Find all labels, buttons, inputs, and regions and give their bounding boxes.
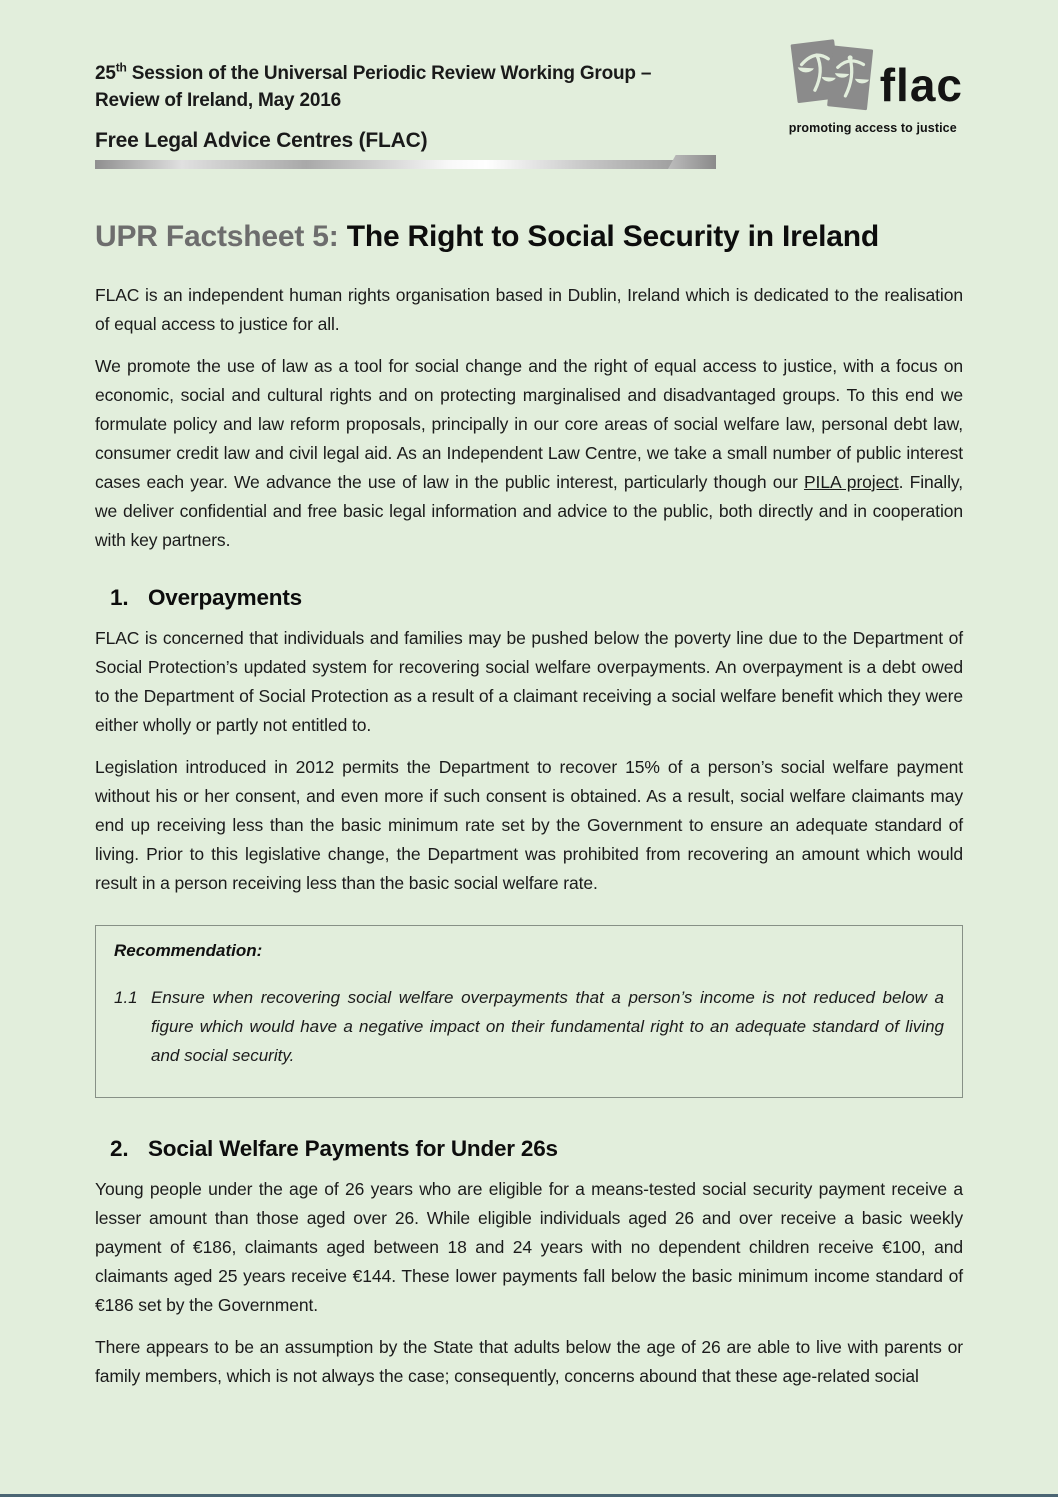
- section-2-paragraph-2: There appears to be an assumption by the State that adults below the age of 26 are able to live with parents or family members, which is not always the case; consequently, concerns abound that these age-related social: [95, 1337, 963, 1386]
- section-1-number: 1.: [110, 585, 129, 610]
- scales-of-justice-icon: [789, 35, 877, 120]
- flac-logo: [789, 35, 963, 135]
- section-1-paragraph-2: Legislation introduced in 2012 permits the Department to recover 15% of a person’s social welfare payment without his or her consent, and even more if such consent is obtained. As a result, social welfare claimants may end up receiving less than the basic minimum rate set by the Government to ensure an adequate standard of living. Prior to this legislative change, the Department was prohibited from recovering an amount which would result in a person receiving less than the basic social welfare rate.: [95, 757, 963, 893]
- flac-wordmark: flac: [879, 58, 963, 111]
- session-ordinal-suffix: th: [115, 60, 127, 75]
- flac-tagline: promoting access to justice: [788, 121, 957, 135]
- section-2-number: 2.: [110, 1136, 129, 1161]
- section-1-paragraph-1: FLAC is concerned that individuals and families may be pushed below the poverty line due to the Department of Social Protection’s updated system for recovering social welfare overpayments. An overpayment is a debt owed to the Department of Social Protection as a result of a claimant receiving a social welfare benefit which they were either wholly or partly not entitled to.: [95, 628, 963, 735]
- flac-logo-top: [789, 35, 963, 120]
- section-2-paragraph-1: Young people under the age of 26 years who are eligible for a means-tested social security payment receive a lesser amount than those aged over 26. While eligible individuals aged 26 and over receive a basic weekly payment of €186, claimants aged between 18 and 24 years with no dependent children receive €100, and claimants aged 25 years receive €144. These lower payments fall below the basic minimum income standard of €186 set by the Government.: [95, 1179, 963, 1315]
- header-divider-bar: [95, 160, 716, 169]
- page-title: [95, 214, 963, 260]
- session-line1: Session of the Universal Periodic Review Working Group –: [126, 63, 652, 84]
- title-main: The Right to Social Security in Ireland: [346, 220, 879, 253]
- recommendation-item: [114, 983, 944, 1070]
- organisation-name: Free Legal Advice Centres (FLAC): [95, 129, 428, 152]
- page-header: [95, 35, 963, 169]
- intro-p2-after: . Finally, we deliver confidential and free basic legal information and advice to the public, both directly and in cooperation with key partners.: [95, 472, 963, 550]
- intro-paragraph-2: [95, 352, 963, 555]
- recommendation-box: [95, 925, 963, 1098]
- header-text-block: [95, 35, 716, 169]
- session-number: 25: [95, 63, 116, 84]
- section-2-title: Social Welfare Payments for Under 26s: [148, 1136, 558, 1161]
- pila-project-link[interactable]: PILA project: [803, 472, 899, 492]
- recommendation-item-text: Ensure when recovering social welfare overpayments that a person’s income is not reduced below a figure which would have a negative impact on their fundamental right to an adequate standard of living and social security.: [151, 988, 944, 1065]
- session-line2: Review of Ireland, May 2016: [95, 90, 341, 111]
- intro-p2-before: We promote the use of law as a tool for social change and the right of equal access to justice, with a focus on economic, social and cultural rights and on protecting marginalised and disadvantaged groups. To this end we formulate policy and law reform proposals, principally in our core areas of social welfare law, personal debt law, consumer credit law and civil legal aid. As an Independent Law Centre, we take a small number of public interest cases each year. We advance the use of law in the public interest, particularly though our: [95, 356, 963, 492]
- intro-paragraph-1: FLAC is an independent human rights organisation based in Dublin, Ireland which is dedicated to the realisation of equal access to justice for all.: [95, 285, 963, 334]
- section-1-heading: [95, 585, 963, 611]
- section-1-title: Overpayments: [148, 585, 302, 610]
- recommendation-item-number: 1.1: [114, 988, 138, 1007]
- recommendation-label: Recommendation:: [114, 941, 263, 960]
- title-prefix: UPR Factsheet 5:: [95, 220, 347, 253]
- session-title: [95, 60, 716, 114]
- section-2-heading: [95, 1136, 963, 1162]
